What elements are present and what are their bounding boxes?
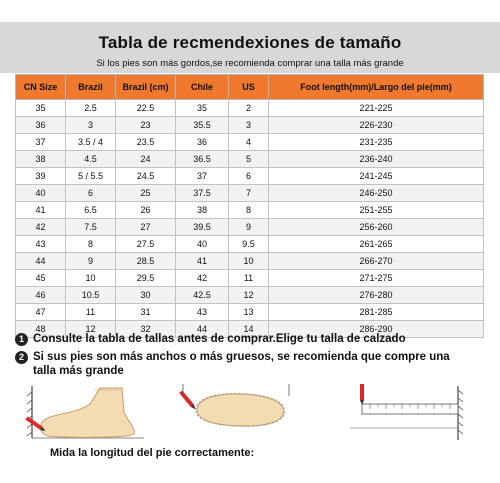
table-cell: 8 (66, 236, 116, 253)
table-cell: 24 (116, 151, 176, 168)
table-cell: 36 (16, 117, 66, 134)
table-cell: 44 (176, 321, 229, 338)
header-chile: Chile (176, 75, 229, 100)
table-cell: 241-245 (269, 168, 484, 185)
table-cell: 43 (16, 236, 66, 253)
table-row (16, 287, 484, 304)
table-cell: 45 (16, 270, 66, 287)
number-two-badge: 2 (15, 351, 28, 364)
table-cell: 27 (116, 219, 176, 236)
table-cell: 10 (229, 253, 269, 270)
header-brazil-cm: Brazil (cm) (116, 75, 176, 100)
page-subtitle: Si los pies son más gordos,se recomienda comprar una talla más grande (96, 58, 404, 69)
table-cell: 226-230 (269, 117, 484, 134)
table-cell: 276-280 (269, 287, 484, 304)
table-row (16, 151, 484, 168)
table-cell: 261-265 (269, 236, 484, 253)
table-cell: 4 (229, 134, 269, 151)
table-cell: 12 (229, 287, 269, 304)
table-cell: 246-250 (269, 185, 484, 202)
size-table-body (16, 100, 484, 338)
table-cell: 4.5 (66, 151, 116, 168)
table-cell: 23.5 (116, 134, 176, 151)
table-cell: 231-235 (269, 134, 484, 151)
table-cell: 7 (229, 185, 269, 202)
table-cell: 251-255 (269, 202, 484, 219)
header-cn-size: CN Size (16, 75, 66, 100)
table-cell: 9 (66, 253, 116, 270)
table-cell: 40 (176, 236, 229, 253)
subtitle-bar (0, 55, 500, 73)
note-2-line-2: talla más grande (33, 365, 124, 377)
table-cell: 13 (229, 304, 269, 321)
table-cell: 37 (176, 168, 229, 185)
table-cell: 36.5 (176, 151, 229, 168)
table-cell: 47 (16, 304, 66, 321)
table-cell: 35 (16, 100, 66, 117)
table-cell: 10.5 (66, 287, 116, 304)
table-cell: 11 (66, 304, 116, 321)
table-cell: 27.5 (116, 236, 176, 253)
table-cell: 6 (66, 185, 116, 202)
table-cell: 41 (176, 253, 229, 270)
header-us: US (229, 75, 269, 100)
table-cell: 40 (16, 185, 66, 202)
table-cell: 221-225 (269, 100, 484, 117)
table-cell: 48 (16, 321, 66, 338)
table-row (16, 185, 484, 202)
table-cell: 256-260 (269, 219, 484, 236)
table-cell: 41 (16, 202, 66, 219)
table-cell: 9.5 (229, 236, 269, 253)
table-cell: 46 (16, 287, 66, 304)
table-cell: 37 (16, 134, 66, 151)
table-cell: 3.5 / 4 (66, 134, 116, 151)
table-row (16, 304, 484, 321)
table-cell: 36 (176, 134, 229, 151)
table-cell: 26 (116, 202, 176, 219)
table-cell: 23 (116, 117, 176, 134)
table-cell: 271-275 (269, 270, 484, 287)
table-cell: 39 (16, 168, 66, 185)
number-one-badge: 1 (15, 333, 28, 346)
table-row (16, 168, 484, 185)
header-brazil: Brazil (66, 75, 116, 100)
table-cell: 6 (229, 168, 269, 185)
table-row (16, 253, 484, 270)
table-cell: 28.5 (116, 253, 176, 270)
table-cell: 10 (66, 270, 116, 287)
table-cell: 42 (16, 219, 66, 236)
table-row (16, 202, 484, 219)
table-cell: 22.5 (116, 100, 176, 117)
table-cell: 44 (16, 253, 66, 270)
table-cell: 29.5 (116, 270, 176, 287)
table-cell: 8 (229, 202, 269, 219)
table-cell: 35 (176, 100, 229, 117)
table-cell: 3 (66, 117, 116, 134)
table-cell: 2.5 (66, 100, 116, 117)
table-cell: 24.5 (116, 168, 176, 185)
table-cell: 5 (229, 151, 269, 168)
table-row (16, 219, 484, 236)
table-cell: 38 (176, 202, 229, 219)
table-cell: 6.5 (66, 202, 116, 219)
table-cell: 7.5 (66, 219, 116, 236)
table-cell: 43 (176, 304, 229, 321)
table-header-row (16, 75, 484, 100)
table-cell: 35.5 (176, 117, 229, 134)
measure-instruction: Mida la longitud del pie correctamente: (50, 447, 255, 459)
page-title: Tabla de recmendexiones de tamaño (98, 33, 402, 52)
table-row (16, 236, 484, 253)
table-row (16, 117, 484, 134)
table-cell: 37.5 (176, 185, 229, 202)
table-cell: 12 (66, 321, 116, 338)
table-cell: 25 (116, 185, 176, 202)
table-cell: 30 (116, 287, 176, 304)
table-cell: 32 (116, 321, 176, 338)
table-cell: 42.5 (176, 287, 229, 304)
foot-side-measure-icon (18, 382, 148, 442)
table-cell: 281-285 (269, 304, 484, 321)
table-cell: 31 (116, 304, 176, 321)
note-2-line-1: Si sus pies son más anchos o más gruesos, se recomienda que compre una (33, 351, 450, 363)
table-cell: 266-270 (269, 253, 484, 270)
size-table (15, 74, 484, 338)
note-1: Consulte la tabla de tallas antes de comprar.Elige tu talla de calzado (33, 333, 406, 345)
header-foot-length: Foot length(mm)/Largo del pie(mm) (269, 75, 484, 100)
table-cell: 11 (229, 270, 269, 287)
table-cell: 39.5 (176, 219, 229, 236)
foot-top-measure-icon (175, 382, 300, 442)
table-cell: 9 (229, 219, 269, 236)
table-cell: 2 (229, 100, 269, 117)
table-cell: 236-240 (269, 151, 484, 168)
table-cell: 5 / 5.5 (66, 168, 116, 185)
table-row (16, 134, 484, 151)
table-cell: 286-290 (269, 321, 484, 338)
table-row (16, 100, 484, 117)
table-cell: 42 (176, 270, 229, 287)
ruler-wall-measure-icon (340, 382, 470, 442)
table-cell: 38 (16, 151, 66, 168)
table-row (16, 270, 484, 287)
table-cell: 14 (229, 321, 269, 338)
table-cell: 3 (229, 117, 269, 134)
